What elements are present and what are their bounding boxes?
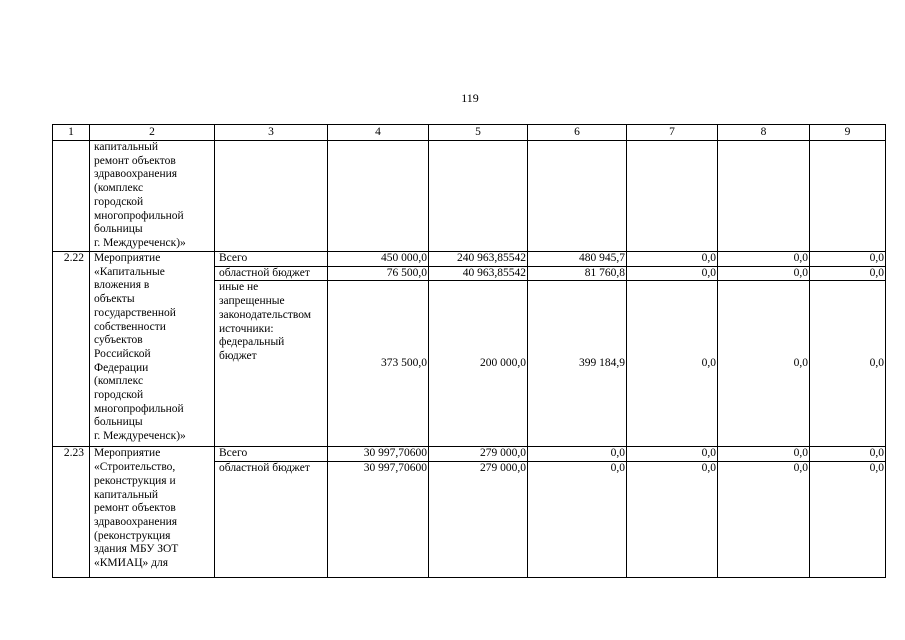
measure-name-cell: Мероприятие «Капитальные вложения в объекты государственной собственности субъектов Российской Федерации (комплекс городской многопрофильной больницы г. Междуреченск)» [90, 252, 215, 447]
value-cell: 0,0 [627, 266, 718, 281]
value-cell: 0,0 [627, 462, 718, 578]
row-number-cell [53, 141, 90, 252]
value-cell: 0,0 [528, 447, 627, 462]
row-number-cell: 2.23 [53, 447, 90, 578]
funding-source-cell [215, 141, 328, 252]
value-cell: 0,0 [718, 266, 810, 281]
row-number-cell: 2.22 [53, 252, 90, 447]
table-row-2-23-total [53, 447, 886, 462]
value-cell: 0,0 [718, 252, 810, 267]
measure-name-cell: капитальный ремонт объектов здравоохранения (комплекс городской многопрофильной больницы г. Междуреченск)» [90, 141, 215, 252]
value-cell: 0,0 [718, 447, 810, 462]
value-cell: 0,0 [810, 447, 886, 462]
value-cell: 0,0 [627, 447, 718, 462]
column-header-4: 4 [328, 125, 429, 141]
value-cell: 40 963,85542 [429, 266, 528, 281]
value-cell: 0,0 [810, 266, 886, 281]
value-cell: 450 000,0 [328, 252, 429, 267]
value-cell: 76 500,0 [328, 266, 429, 281]
column-header-1: 1 [53, 125, 90, 141]
value-cell [528, 141, 627, 252]
column-header-row [53, 125, 886, 141]
value-cell: 373 500,0 [328, 281, 429, 447]
value-cell [810, 141, 886, 252]
value-cell [627, 141, 718, 252]
column-header-7: 7 [627, 125, 718, 141]
funding-source-cell: иные не запрещенные законодательством источники: федеральный бюджет [215, 281, 328, 447]
value-cell: 30 997,70600 [328, 447, 429, 462]
value-cell: 480 945,7 [528, 252, 627, 267]
value-cell: 30 997,70600 [328, 462, 429, 578]
funding-source-cell: Всего [215, 252, 328, 267]
column-header-2: 2 [90, 125, 215, 141]
page-number: 119 [461, 91, 479, 105]
value-cell: 0,0 [810, 281, 886, 447]
column-header-5: 5 [429, 125, 528, 141]
value-cell: 399 184,9 [528, 281, 627, 447]
value-cell: 0,0 [718, 462, 810, 578]
table-row-2-22-total [53, 252, 886, 267]
value-cell: 279 000,0 [429, 462, 528, 578]
value-cell: 0,0 [627, 252, 718, 267]
value-cell [718, 141, 810, 252]
value-cell: 0,0 [718, 281, 810, 447]
budget-table [52, 124, 886, 578]
value-cell: 0,0 [810, 462, 886, 578]
column-header-8: 8 [718, 125, 810, 141]
column-header-9: 9 [810, 125, 886, 141]
funding-source-cell: Всего [215, 447, 328, 462]
column-header-6: 6 [528, 125, 627, 141]
measure-name-cell: Мероприятие «Строительство, реконструкция и капитальный ремонт объектов здравоохранения (реконструкция здания МБУ ЗОТ «КМИАЦ» для [90, 447, 215, 578]
value-cell: 81 760,8 [528, 266, 627, 281]
funding-source-cell: областной бюджет [215, 462, 328, 578]
value-cell: 279 000,0 [429, 447, 528, 462]
value-cell: 240 963,85542 [429, 252, 528, 267]
value-cell [328, 141, 429, 252]
value-cell [429, 141, 528, 252]
funding-source-cell: областной бюджет [215, 266, 328, 281]
value-cell: 0,0 [627, 281, 718, 447]
value-cell: 200 000,0 [429, 281, 528, 447]
value-cell: 0,0 [810, 252, 886, 267]
table-row-continuation [53, 141, 886, 252]
column-header-3: 3 [215, 125, 328, 141]
value-cell: 0,0 [528, 462, 627, 578]
